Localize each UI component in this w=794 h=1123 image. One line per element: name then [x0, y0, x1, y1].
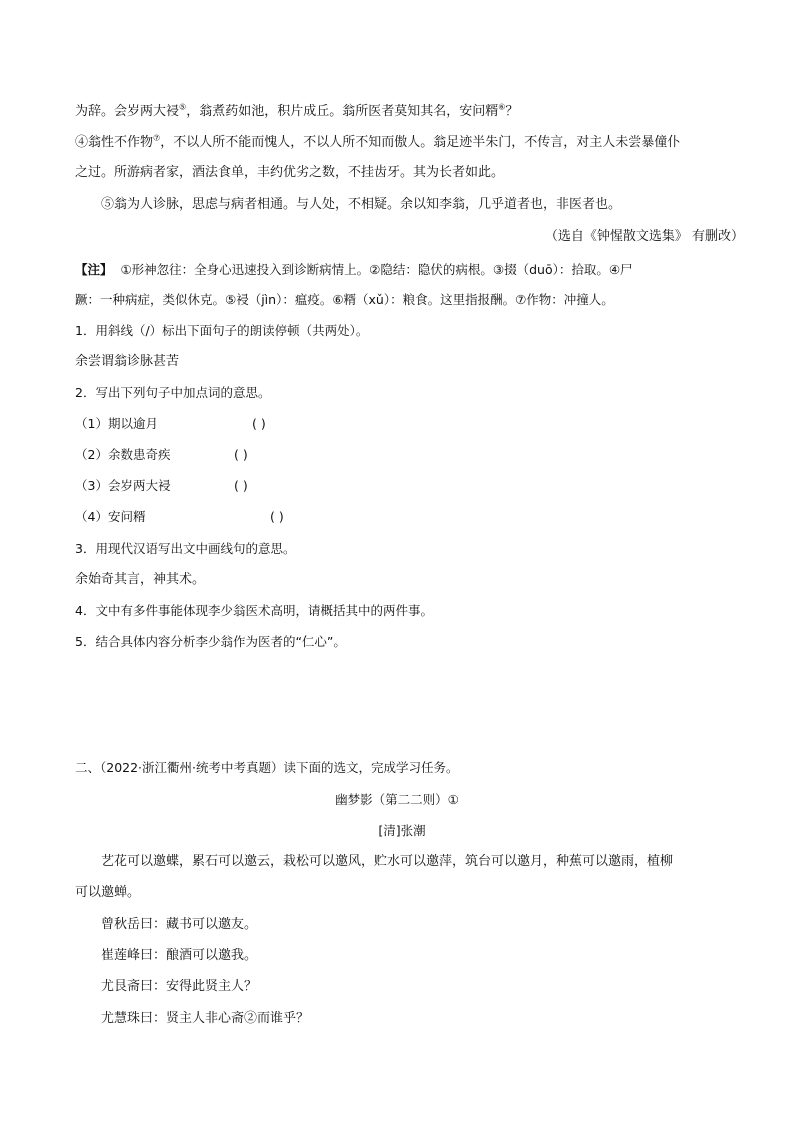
question-2: 2．写出下列句子中加点词的意思。	[75, 385, 271, 400]
dialogue-line-4: 尤慧珠曰：贤主人非心斋②而谁乎？	[101, 1011, 310, 1026]
section-2-author: [清]张潮	[378, 823, 426, 838]
passage-line-4: ⑤翁为人诊脉，思虑与病者相通。与人处，不相疑。余以知李翁，几乎道者也，非医者也。	[101, 197, 622, 212]
question-5: 5．结合具体内容分析李少翁作为医者的“仁心”。	[75, 634, 346, 649]
notes-line-1: 【注】 ①形神忽往：全身心迅速投入到诊断病情上。②隐结：隐伏的病根。③掇（duō）：拾取。④尸	[75, 262, 633, 277]
section-2-header: 二、（2022·浙江衢州·统考中考真题）读下面的选文，完成学习任务。	[75, 760, 459, 775]
passage-line-2: ④翁性不作物⑦，不以人所不能而愧人，不以人所不知而傲人。翁足迹半朱门，不传言，对主人未尝暴僮仆	[75, 133, 681, 150]
question-2-item-4: （4）安问糈	[75, 509, 146, 524]
question-2-item-2: （2）余数患奇疾	[75, 447, 171, 462]
question-4: 4．文中有多件事能体现李少翁医术高明，请概括其中的两件事。	[75, 603, 433, 618]
answer-blank-4[interactable]: ( )	[270, 509, 284, 524]
dialogue-line-1: 曾秋岳曰：藏书可以邀友。	[101, 917, 258, 932]
question-2-item-1: （1）期以逾月	[75, 416, 158, 431]
passage-line-3: 之过。所游病者家，酒法食单，丰约优劣之数，不挂齿牙。其为长者如此。	[75, 165, 505, 180]
question-3-sentence: 余始奇其言，神其术。	[75, 572, 206, 587]
dialogue-line-3: 尤艮斋曰：安得此贤主人？	[101, 979, 258, 994]
answer-blank-2[interactable]: ( )	[234, 447, 248, 462]
section-2-para-line-2: 可以邀蝉。	[75, 885, 141, 900]
answer-blank-1[interactable]: ( )	[252, 416, 266, 431]
passage-line-1: 为辞。会岁两大祲⑤，翁煮药如池，积片成丘。翁所医者莫知其名，安问糈⑥？	[75, 102, 519, 119]
dialogue-line-2: 崔莲峰曰：酿酒可以邀我。	[101, 948, 258, 963]
question-1: 1．用斜线（/）标出下面句子的朗读停顿（共两处）。	[75, 323, 369, 338]
notes-label: 【注】	[75, 262, 113, 277]
question-3: 3．用现代汉语写出文中画线句的意思。	[75, 541, 296, 556]
question-1-sentence: 余尝谓翁诊脉甚苦	[75, 354, 180, 369]
section-2-para-line-1: 艺花可以邀蝶，累石可以邀云，栽松可以邀风，贮水可以邀萍，筑台可以邀月，种蕉可以邀雨，植柳	[101, 854, 674, 869]
notes-line-2: 蹶：一种病症，类似休克。⑤祲（jìn）：瘟疫。⑥糈（xǔ）：粮食。这里指报酬。⑦作物：冲撞人。	[75, 292, 614, 307]
question-2-item-3: （3）会岁两大祲	[75, 478, 171, 493]
section-2-title: 幽梦影（第二二则）①	[335, 792, 459, 807]
answer-blank-3[interactable]: ( )	[234, 478, 248, 493]
passage-source: （选自《钟惺散文选集》 有删改）	[544, 229, 744, 244]
